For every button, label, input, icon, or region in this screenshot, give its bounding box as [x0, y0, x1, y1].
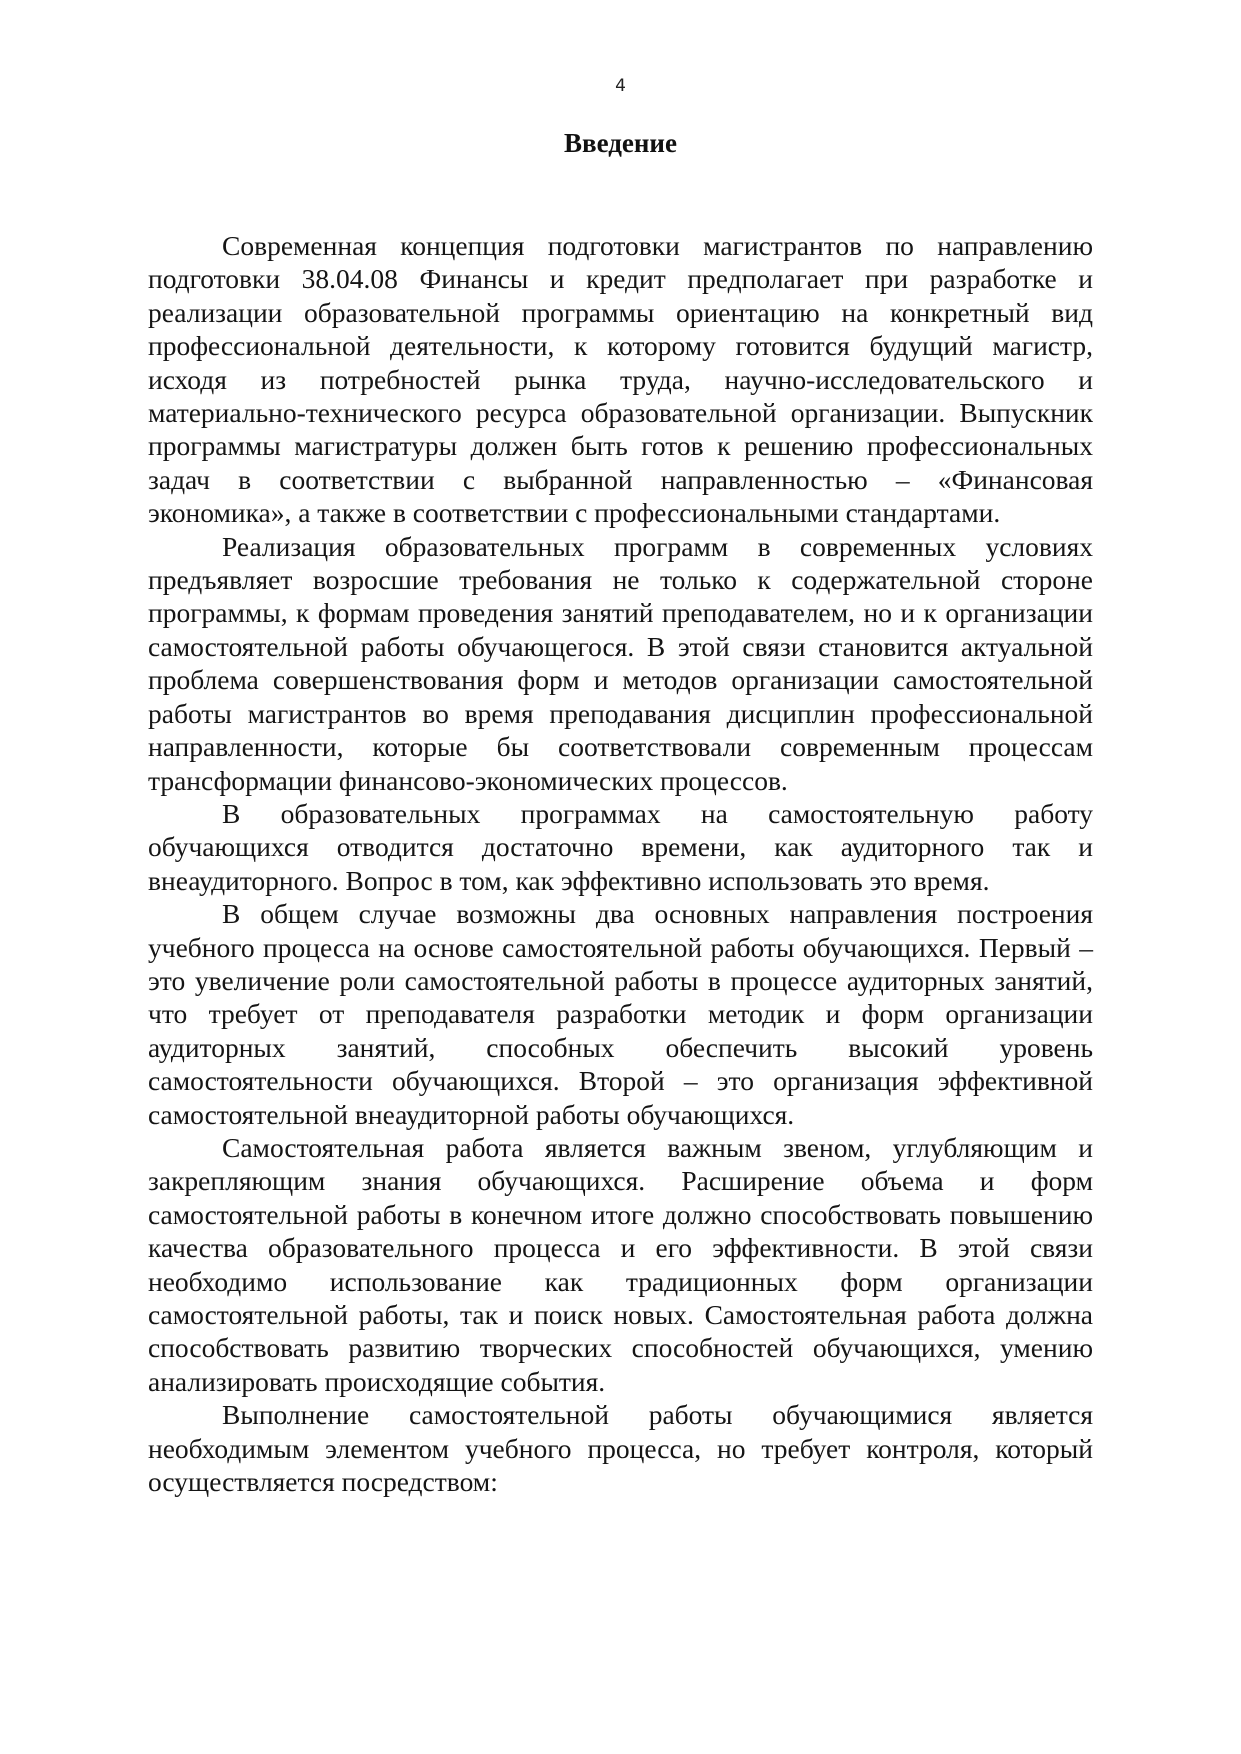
paragraph: Самостоятельная работа является важным звеном, углубляющим и закрепляющим знания обучающихся. Расширение объема и форм самостоятельной работы в конечном итоге должно способствовать повышению качества образовательного процесса и его эффективности. В этой связи необходимо использование как традиционных форм организации самостоятельной работы, так и поиск новых. Самостоятельная работа должна способствовать развитию творческих способностей обучающихся, умению анализировать происходящие события.	[148, 1131, 1093, 1397]
paragraph: В образовательных программах на самостоятельную работу обучающихся отводится достаточно времени, как аудиторного так и внеаудиторного. Вопрос в том, как эффективно использовать это время.	[148, 797, 1093, 896]
page-number: 4	[615, 76, 626, 96]
paragraph: Современная концепция подготовки магистрантов по направлению подготовки 38.04.08 Финансы и кредит предполагает при разработке и реализации образовательной программы ориентацию на конкретный вид профессиональной деятельности, к которому готовится будущий магистр, исходя из потребностей рынка труда, научно-исследовательского и материально-технического ресурса образовательной организации. Выпускник программы магистратуры должен быть готов к решению профессиональных задач в соответствии с выбранной направленностью – «Финансовая экономика», а также в соответствии с профессиональными стандартами.	[148, 230, 1093, 529]
paragraph: Реализация образовательных программ в современных условиях предъявляет возросшие требования не только к содержательной стороне программы, к формам проведения занятий преподавателем, но и к организации самостоятельной работы обучающегося. В этой связи становится актуальной проблема совершенствования форм и методов организации самостоятельной работы магистрантов во время преподавания дисциплин профессиональной направленности, которые бы соответствовали современным процессам трансформации финансово-экономических процессов.	[148, 530, 1093, 796]
paragraph: В общем случае возможны два основных направления построения учебного процесса на основе самостоятельной работы обучающихся. Первый – это увеличение роли самостоятельной работы в процессе аудиторных занятий, что требует от преподавателя разработки методик и форм организации аудиторных занятий, способных обеспечить высокий уровень самостоятельности обучающихся. Второй – это организация эффективной самостоятельной внеаудиторной работы обучающихся.	[148, 898, 1093, 1130]
section-title: Введение	[564, 128, 677, 158]
paragraph: Выполнение самостоятельной работы обучающимися является необходимым элементом учебного процесса, но требует контроля, который осуществляется посредством:	[148, 1399, 1093, 1498]
body-text	[148, 229, 1093, 1498]
